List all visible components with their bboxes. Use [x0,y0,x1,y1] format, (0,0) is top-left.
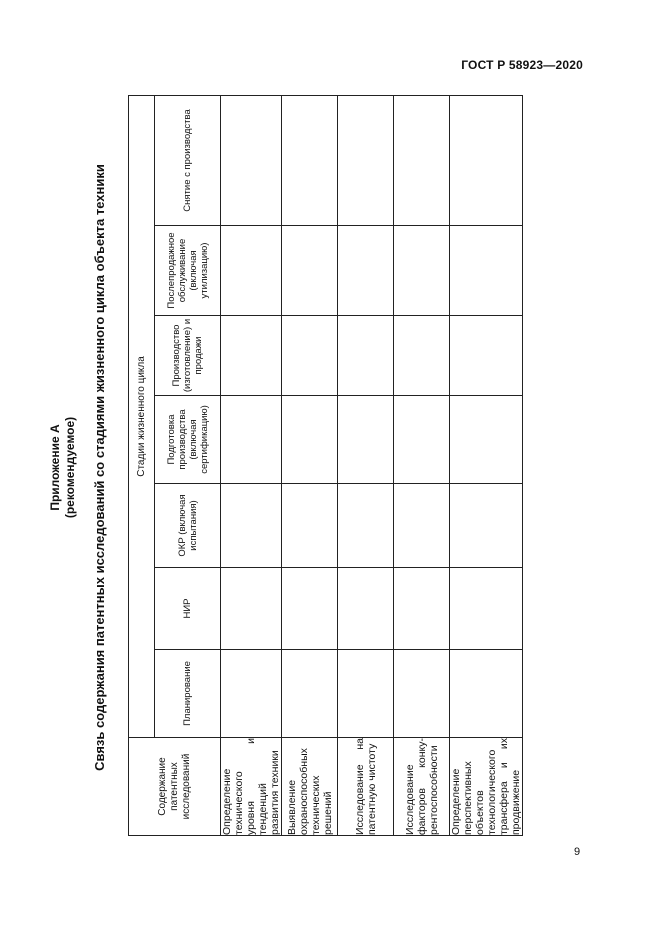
table-cell [338,650,394,738]
table-cell [282,568,338,650]
row-label: Исследование на патентную чистоту [338,738,394,836]
header-stage-7: Снятие с производства [155,95,221,225]
table-cell [282,396,338,484]
table-cell [394,650,450,738]
header-stage-2: НИР [155,568,221,650]
table-row [282,95,338,835]
table-row [450,95,523,835]
table-cell [394,316,450,396]
table-cell [394,95,450,225]
row-label: Определение технического уровня и тенденций развития техники [221,738,281,835]
table-cell [221,650,282,738]
header-stage-6: Послепродажное обслуживание (включая утилизацию) [155,226,221,316]
table-row [221,95,282,835]
table-cell [394,568,450,650]
table-cell [450,484,523,568]
header-content-column: Содержание патентных исследований [129,738,221,836]
table-cell [450,316,523,396]
row-label: Определение перспективных объектов технологического трансфера и их продвижение [450,738,522,835]
table-cell [221,568,282,650]
table-cell [282,316,338,396]
table-cell [338,568,394,650]
table-cell [338,95,394,225]
table-cell [282,95,338,225]
table-cell [221,396,282,484]
table-cell [394,484,450,568]
table-cell [338,226,394,316]
header-stage-1: Планирование [155,650,221,738]
table-row [338,95,394,835]
header-stage-3: ОКР (включая испытания) [155,484,221,568]
table-cell [450,226,523,316]
appendix-heading [48,0,78,935]
header-stage-5: Производство (изготовление) и продажи [155,316,221,396]
table-cell [282,484,338,568]
table-cell [282,650,338,738]
table-cell [394,396,450,484]
row-label: Исследование факторов конку-рентоспособности [394,738,450,836]
appendix-subtitle: (рекомендуемое) [63,416,77,519]
table-row [394,95,450,835]
table-cell [450,650,523,738]
page-number: 9 [574,846,581,858]
table-cell [338,484,394,568]
header-stage-group: Стадии жизненного цикла [129,95,155,737]
table-cell [221,226,282,316]
table-cell [282,226,338,316]
header-stage-4: Подготовка производства (включая сертификацию) [155,396,221,484]
row-label: Выявление охраноспособных технических решений [282,738,338,836]
appendix-title: Приложение А [48,424,62,511]
table-cell [221,95,282,225]
table-cell [221,316,282,396]
table-cell [338,396,394,484]
table-cell [450,95,523,225]
lifecycle-table [128,95,523,836]
table-cell [450,568,523,650]
standard-code: ГОСТ Р 58923—2020 [461,58,583,72]
table-title: Связь содержания патентных исследований со стадиями жизненного цикла объекта техники [92,164,107,771]
table-cell [221,484,282,568]
table-cell [394,226,450,316]
table-cell [338,316,394,396]
table-cell [450,396,523,484]
